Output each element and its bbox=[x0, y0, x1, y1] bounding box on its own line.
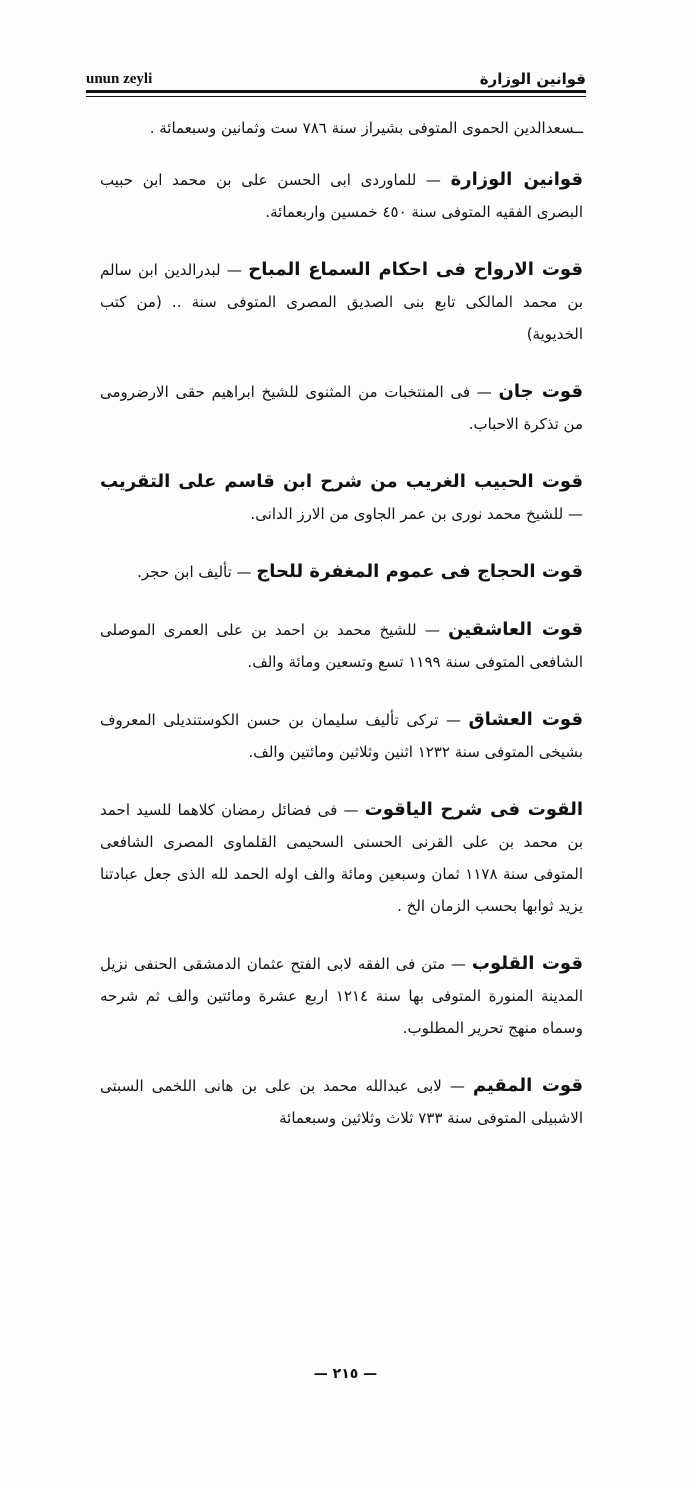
entry-text: — لابى عبدالله محمد بن على بن هانى اللخمى السبتى الاشبيلى المتوفى سنة ٧٣٣ ثلاث وثلاثين وسبعمائة bbox=[100, 1077, 583, 1127]
header-rule-thin bbox=[86, 96, 586, 97]
entry-text: — متن فى الفقه لابى الفتح عثمان الدمشقى الحنفى نزيل المدينة المنورة المتوفى بها سنة ١٢١٤ اربع عشرة ومائتين والف ثم شرحه وسماه منهج تحرير المطلوب. bbox=[100, 955, 584, 1037]
entry-title: قوت الحجاج فى عموم المغفرة للحاج bbox=[256, 561, 583, 582]
entry-title: قوت الحبيب الغريب من شرح ابن قاسم على التقريب bbox=[100, 471, 583, 492]
entry-title: قوت العشاق bbox=[468, 709, 584, 730]
entry bbox=[100, 466, 583, 530]
entries-list bbox=[100, 112, 583, 1160]
entry bbox=[100, 614, 583, 678]
entry-text: — للشيخ محمد بن احمد بن على العمرى الموصلى الشافعى المتوفى سنة ١١٩٩ تسع وتسعين ومائة والف. bbox=[100, 621, 583, 671]
entry bbox=[100, 556, 583, 588]
entry-title: قوت جان bbox=[498, 381, 583, 402]
entry-title: قوت القلوب bbox=[471, 953, 583, 974]
entry-title: قوت العاشقين bbox=[448, 619, 583, 640]
entry-continuation bbox=[100, 112, 583, 144]
entry bbox=[100, 376, 583, 440]
entry-title: القوت فى شرح الياقوت bbox=[364, 799, 583, 820]
entry bbox=[100, 164, 583, 228]
entry-title: قوت الارواح فى احكام السماع المباح bbox=[248, 259, 583, 280]
entry-text: — للماوردى ابى الحسن على بن محمد ابن حبيب البصرى الفقيه المتوفى سنة ٤٥٠ خمسين واربعمائة. bbox=[100, 171, 583, 221]
entry bbox=[100, 254, 583, 350]
header-right-title: قوانين الوزارة bbox=[479, 70, 586, 88]
entry bbox=[100, 704, 583, 768]
running-header bbox=[86, 58, 586, 88]
entry-text: — تركى تأليف سليمان بن حسن الكوستنديلى المعروف بشيخى المتوفى سنة ١٢٣٢ اثنين وثلاثين ومائتين والف. bbox=[100, 711, 583, 761]
entry-title: قوت المقيم bbox=[472, 1075, 583, 1096]
entry-text: — فى فضائل رمضان كلاهما للسيد احمد بن محمد بن على القرنى الحسنى السحيمى القلماوى المصرى الشافعى المتوفى سنة ١١٧٨ ثمان وسبعين ومائة والف اوله الحمد لله الذى جعل عبادتنا يزيد ثوابها بحسب الزمان الخ . bbox=[100, 801, 584, 915]
header-left-title: unun zeyli bbox=[86, 71, 153, 87]
entry-text: — فى المنتخبات من المثنوى للشيخ ابراهيم حقى الارضرومى من تذكرة الاحباب. bbox=[100, 383, 583, 433]
entry-text: ــسعدالدين الحموى المتوفى بشيراز سنة ٧٨٦ ست وثمانين وسبعمائة . bbox=[149, 119, 583, 137]
header-rule-thick bbox=[86, 90, 586, 93]
entry-text: — لبدرالدين ابن سالم بن محمد المالكى تابع بنى الصديق المصرى المتوفى سنة .. (من كتب الخديوية) bbox=[100, 261, 583, 343]
entry bbox=[100, 794, 583, 922]
entry-text: — تأليف ابن حجر. bbox=[137, 563, 257, 581]
entry-title: قوانين الوزارة bbox=[450, 169, 583, 190]
entry bbox=[100, 1070, 583, 1134]
entry-text: — للشيخ محمد نورى بن عمر الجاوى من الارز الدانى. bbox=[250, 505, 583, 523]
entry bbox=[100, 948, 583, 1044]
page-number: — ٢١٥ — bbox=[313, 1366, 378, 1382]
